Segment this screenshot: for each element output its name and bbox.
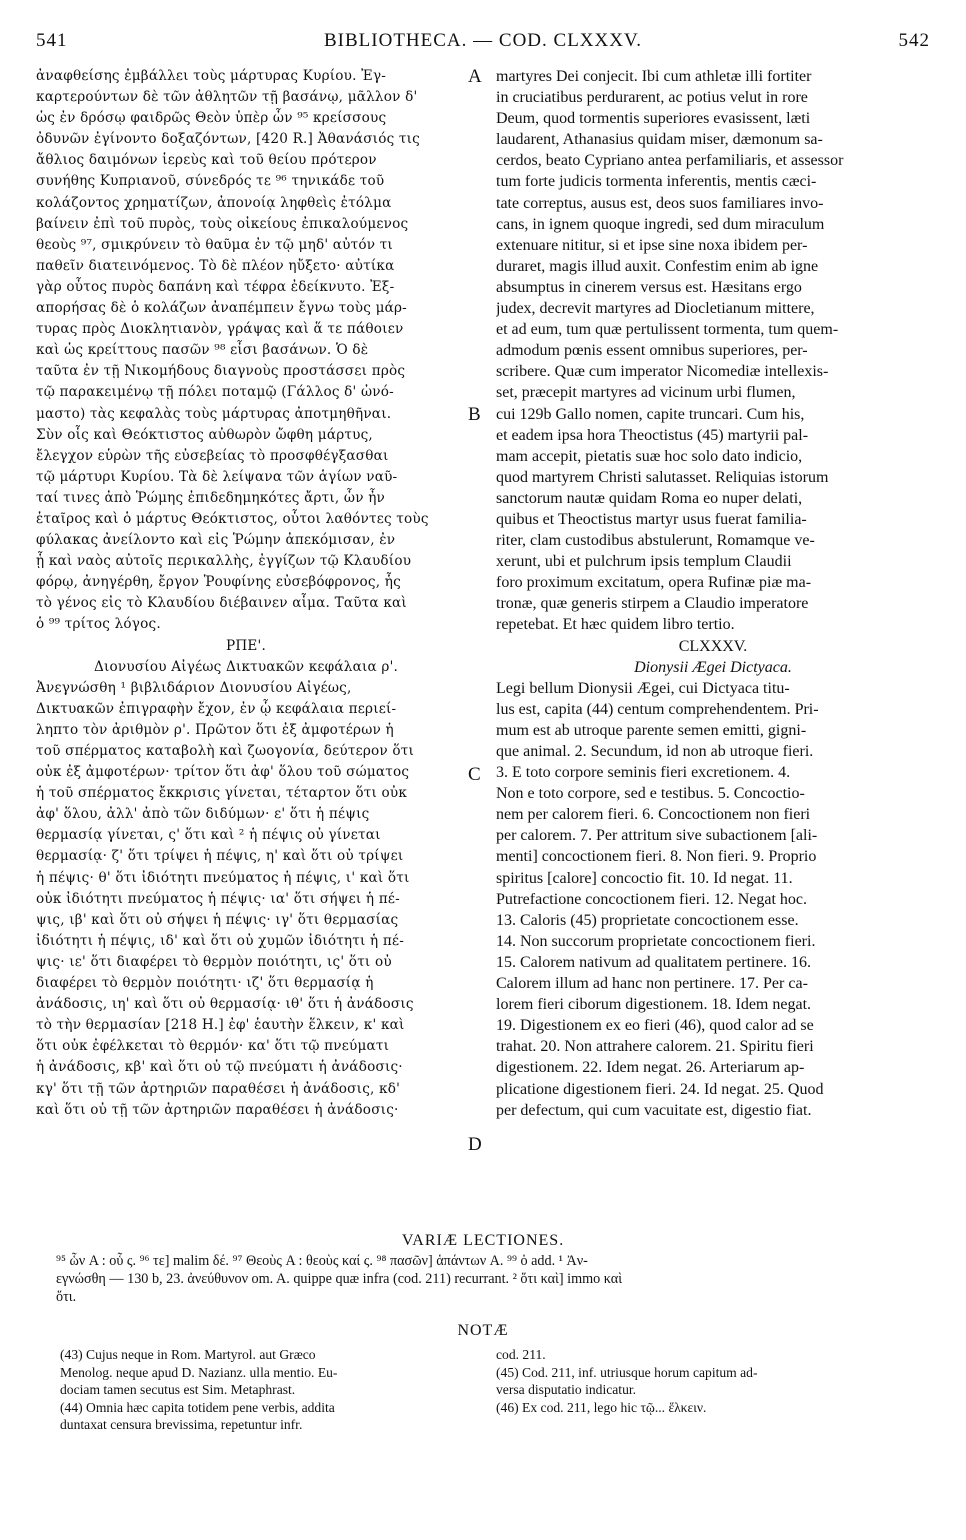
- greek-text-line: καὶ ὡς κρείττους πασῶν ⁹⁸ εἶσι βασάνων. Ὁ δὲ: [36, 342, 369, 359]
- variant-reading-line: ὅτι.: [56, 1289, 77, 1305]
- greek-text-line: ψις· ιε' ὅτι διαφέρει τὸ θερμὸν ποιότητι, ις' ὅτι οὐ: [36, 953, 392, 970]
- greek-text-line: ἰδιότητι ἡ πέψις, ιδ' καὶ ὅτι οὐ χυμῶν ἰδιότητι ἡ πέ-: [36, 932, 405, 949]
- latin-text-line: repetebat. Et hæc quidem libro tertio.: [496, 616, 735, 634]
- latin-text-line: Putrefactione concoctionem fieri. 12. Negat hoc.: [496, 890, 807, 908]
- greek-text-line: βαίνειν ἐπὶ τοῦ πυρὸς, τοὺς οἰκείους ἐπικαλούμενος: [36, 215, 409, 232]
- latin-text-line: extenuare nititur, si et ipse sine noxa ibidem per-: [496, 236, 808, 254]
- greek-text-line: ὀδυνῶν ἐγίνοντο δοξαζόντων, [420 R.] Ἀθανάσιός τις: [36, 131, 420, 148]
- latin-text-line: 15. Calorem nativum ad qualitatem pertinere. 16.: [496, 953, 812, 971]
- greek-text-line: οὐκ ἐξ ἀμφοτέρων· τρίτον ὅτι ἀφ' ὅλου τοῦ σώματος: [36, 764, 410, 781]
- latin-text-line: cui 129b Gallo nomen, capite truncari. Cum his,: [496, 405, 805, 423]
- latin-text-line: duraret, magis illud auxit. Confestim enim ab igne: [496, 257, 819, 275]
- latin-text-line: menti] concoctionem fieri. 8. Non fieri. 9. Proprio: [496, 848, 817, 866]
- latin-column: [496, 66, 930, 1121]
- note-line: versa disputatio indicatur.: [496, 1382, 637, 1398]
- latin-text-line: mam accepit, pietatis suæ hoc solo dato indicio,: [496, 447, 803, 465]
- variant-reading-line: ⁹⁵ ὧν A : οὗ ς. ⁹⁶ τε] malim δέ. ⁹⁷ Θεοὺς A : θεοὺς καί ς. ⁹⁸ πασῶν] ἁπάντων A. ⁹⁹ ὁ add. ¹ Ἀν-: [56, 1253, 588, 1269]
- greek-text-line: γὰρ οὗτος πυρὸς δαπάνη καὶ τέφρα ἐδείκνυτο. Ἐξ-: [36, 278, 395, 295]
- page-number-left: 541: [36, 30, 68, 51]
- greek-text-line: Δικτυακῶν ἐπιγραφὴν ἔχον, ἐν ᾧ κεφάλαια περιεί-: [36, 700, 397, 717]
- latin-text-line: lus est, capita (44) centum comprehendentem. Pri-: [496, 700, 819, 718]
- note-line: duntaxat censura brevissima, repetuntur infr.: [60, 1417, 303, 1433]
- latin-text-line: xerunt, ubi et pulchrum ipsis templum Claudii: [496, 553, 792, 571]
- greek-column: [36, 66, 456, 1121]
- note-line: cod. 211.: [496, 1347, 546, 1362]
- note-line: dociam tamen secutus est Sim. Metaphrast.: [60, 1382, 296, 1398]
- latin-text-line: lorem fieri ciborum digestionem. 18. Idem negat.: [496, 996, 812, 1014]
- latin-text-line: riter, clam custodibus abstulerunt, Romamque ve-: [496, 532, 815, 550]
- greek-text-line: μαστο) τὰς κεφαλὰς τοὺς μάρτυρας ἀποτμηθῆναι.: [36, 405, 392, 422]
- greek-text-line: ἀνάδοσις, ιη' καὶ ὅτι οὐ θερμασίᾳ· ιθ' ὅτι ἡ ἀνάδοσις: [36, 996, 414, 1013]
- note-line: (44) Omnia hæc capita totidem pene verbis, addita: [60, 1399, 335, 1415]
- greek-text-line: ψις, ιβ' καὶ ὅτι οὐ σήψει ἡ πέψις· ιγ' ὅτι θερμασίας: [36, 911, 399, 928]
- latin-text-line: scribere. Quæ cum imperator Nicomediæ intellexis-: [496, 363, 829, 381]
- greek-text-line: παθεῖν διατεινόμενος. Τὸ δὲ πλέον ηὔξετο· αὐτίκα: [36, 257, 395, 274]
- note-line: (46) Ex cod. 211, lego hic τῷ... ἕλκειν.: [496, 1399, 707, 1415]
- latin-text-line: Dionysii Ægei Dictyaca.: [634, 658, 792, 676]
- latin-text-line: quod martyrem Christi salutasset. Reliquias istorum: [496, 468, 829, 486]
- greek-text-line: ὅτι οὐκ ἐφέλκεται τὸ θερμόν· κα' ὅτι τῷ πνεύματι: [36, 1038, 390, 1055]
- latin-text-line: martyres Dei conjecit. Ibi cum athletæ illi fortiter: [496, 68, 812, 85]
- greek-text-line: φόρῳ, ἀνηγέρθη, ἔργον Ῥουφίνης εὐσεβόφρονος, ἧς: [36, 574, 401, 591]
- latin-text-line: Non e toto corpore, sed e testibus. 5. Concoctio-: [496, 785, 805, 803]
- greek-text-line: Σὺν οἷς καὶ Θεόκτιστος αὐθωρὸν ὤφθη μάρτυς,: [36, 426, 373, 443]
- greek-text-line: τὸ γένος εἰς τὸ Κλαυδίου διέβαινεν αἷμα. Ταῦτα καὶ: [36, 595, 407, 612]
- greek-text-line: ἡ τοῦ σπέρματος ἔκκρισις γίνεται, τέταρτον ὅτι οὐκ: [36, 785, 408, 802]
- latin-text-line: plicatione digestionem fieri. 24. Id negat. 25. Quod: [496, 1080, 824, 1098]
- latin-text-line: tate correptus, ausus est, deos suos familiares invo-: [496, 194, 824, 212]
- greek-text-line: κγ' ὅτι τῇ τῶν ἀρτηριῶν παραθέσει ἡ ἀνάδοσις, κδ': [36, 1080, 401, 1097]
- latin-text-line: mum est ab utroque parente semen emitti, gigni-: [496, 721, 807, 739]
- latin-text-line: sanctorum nautæ quidam Roma eo nuper delati,: [496, 489, 803, 507]
- latin-text-line: et ad eum, tum quæ pertulissent tormenta, tum quem-: [496, 321, 839, 339]
- latin-text-line: spiritus [calore] concoctio fit. 10. Id negat. 11.: [496, 869, 793, 887]
- latin-text-line: et eadem ipsa hora Theoctistus (45) martyrii pal-: [496, 426, 809, 444]
- latin-text-line: tum forte judicis tormenta inferentis, mentis cæci-: [496, 173, 817, 191]
- greek-text-line: συνήθης Κυπριανοῦ, σύνεδρός τε ⁹⁶ τηνικάδε τοῦ: [36, 173, 385, 190]
- latin-text-line: CLXXXV.: [678, 637, 748, 655]
- latin-text-line: cans, in ignem quoque ingredi, sed dum miraculum: [496, 215, 825, 233]
- variae-lectiones-heading: VARIÆ LECTIONES.: [401, 1232, 565, 1249]
- margin-letter-b: B: [468, 404, 481, 425]
- margin-letter-d: D: [468, 1134, 482, 1155]
- running-header: [36, 30, 930, 56]
- greek-text-line: διαφέρει τὸ θερμὸν ποιότητι· ιζ' ὅτι θερμασίᾳ ἡ: [36, 975, 374, 992]
- margin-letters: [462, 66, 492, 1236]
- latin-text-line: 14. Non succorum proprietate concoctionem fieri.: [496, 932, 816, 950]
- greek-text-line: ΡΠΕ'.: [226, 637, 266, 654]
- notes-left-column: [60, 1346, 460, 1434]
- greek-text-line: ἀναφθείσης ἐμβάλλει τοὺς μάρτυρας Κυρίου. Ἐγ-: [36, 68, 387, 84]
- latin-text-line: nem per calorem fieri. 6. Concoctionem non fieri: [496, 806, 811, 824]
- latin-text-line: judex, decrevit martyres ad Diocletianum mittere,: [496, 300, 815, 318]
- greek-text-line: ἡ ἀνάδοσις, κβ' καὶ ὅτι οὐ τῷ πνεύματι ἡ ἀνάδοσις·: [36, 1059, 403, 1076]
- greek-text-line: τυρας πρὸς Διοκλητιανὸν, γράψας καὶ ἅ τε πάθοιεν: [36, 321, 404, 338]
- margin-letter-c: C: [468, 764, 481, 785]
- greek-text-line: ὡς ἐν δρόσῳ φαιδρῶς Θεὸν ὑπὲρ ὧν ⁹⁵ κρείσσους: [36, 110, 387, 127]
- greek-text-line: θεοὺς ⁹⁷, σμικρύνειν τὸ θαῦμα ἐν τῷ μηδ' αὐτόν τι: [36, 236, 393, 253]
- latin-text-line: Deum, quod tormentis superiores evasissent, læti: [496, 110, 811, 128]
- notes-right-column: [496, 1346, 930, 1416]
- latin-text-line: set, præcepit martyres ad vicinum urbi flumen,: [496, 384, 796, 402]
- latin-text-line: tronæ, quæ generis stirpem a Claudio imperatore: [496, 595, 809, 613]
- greek-text-line: ἔλεγχον εὑρὼν τῆς εὐσεβείας τὸ προσφθέγξασθαι: [36, 447, 389, 464]
- running-title: BIBLIOTHECA. — COD. CLXXXV.: [324, 30, 642, 51]
- greek-text-line: απορήσας δὲ ὁ κολάζων ἀναπέμπειν ἔγνω τοὺς μάρ-: [36, 300, 407, 317]
- note-line: (45) Cod. 211, inf. utriusque horum capitum ad-: [496, 1364, 758, 1380]
- greek-text-line: θερμασίᾳ· ζ' ὅτι τρίψει ἡ πέψις, η' καὶ ὅτι οὐ τρίψει: [36, 848, 404, 865]
- latin-text-line: 13. Caloris (45) proprietate concoctionem esse.: [496, 911, 799, 929]
- greek-text-line: ἡ πέψις· θ' ὅτι ἰδιότητι πνεύματος ἡ πέψις, ι' καὶ ὅτι: [36, 869, 410, 886]
- latin-text-line: Calorem illum ad hanc non pertinere. 17. Per ca-: [496, 975, 808, 993]
- note-line: Menolog. neque apud D. Nazianz. ulla mentio. Eu-: [60, 1364, 338, 1380]
- greek-text-line: ληπτο τὸν ἀριθμὸν ρ'. Πρῶτον ὅτι ἐξ ἀμφοτέρων ἡ: [36, 721, 394, 738]
- latin-text-line: cerdos, beato Cypriano antea perfamiliaris, et assessor: [496, 152, 844, 170]
- greek-text-line: ἀφ' ὅλου, ἀλλ' ἀπὸ τῶν διδύμων· ε' ὅτι ἡ πέψις: [36, 806, 370, 823]
- latin-text-line: foro proximum excitatum, opera Rufinæ piæ ma-: [496, 574, 812, 592]
- note-line: (43) Cujus neque in Rom. Martyrol. aut Græco: [60, 1347, 316, 1362]
- latin-text-line: absumptus in cinerem versus est. Hæsitans ergo: [496, 278, 802, 296]
- variae-lectiones: [56, 1252, 930, 1306]
- greek-text-line: τῷ παρακειμένῳ τῇ πόλει ποταμῷ (Γάλλος δ' ὠνό-: [36, 384, 394, 401]
- latin-text-line: laudarent, Athanasius quidam miser, dæmonum sa-: [496, 131, 823, 149]
- greek-text-line: θερμασίᾳ γίνεται, ς' ὅτι καὶ ² ἡ πέψις οὐ γίνεται: [36, 827, 381, 844]
- greek-text-line: Ἀνεγνώσθη ¹ βιβλιδάριον Διονυσίου Αἰγέως,: [36, 679, 352, 696]
- latin-text-line: quibus et Theoctistus martyr usus fuerat familia-: [496, 510, 807, 528]
- greek-text-line: Διονυσίου Αἰγέως Δικτυακῶν κεφάλαια ρ'.: [93, 658, 399, 675]
- greek-text-line: ὁ ⁹⁹ τρίτος λόγος.: [36, 616, 161, 633]
- greek-text-line: ταί τινες ἀπὸ Ῥώμης ἐπιδεδημηκότες ἄρτι, ὧν ἦν: [36, 489, 386, 506]
- latin-text-line: Legi bellum Dionysii Ægei, cui Dictyaca titu-: [496, 679, 790, 697]
- latin-text-line: per calorem. 7. Per attritum sive subactionem [ali-: [496, 827, 818, 845]
- margin-letter-a: A: [468, 66, 482, 87]
- latin-text-line: que animal. 2. Secundum, id non ab utroque fieri.: [496, 743, 814, 760]
- greek-text-line: καρτερούντων δὲ τῶν ἀθλητῶν τῇ βασάνῳ, μᾶλλον δ': [36, 89, 418, 106]
- greek-text-line: τὸ τὴν θερμασίαν [218 H.] ἐφ' ἑαυτὴν ἕλκειν, κ' καὶ: [36, 1017, 405, 1034]
- latin-text-line: digestionem. 22. Idem negat. 26. Arteriarum ap-: [496, 1059, 805, 1077]
- greek-text-line: τοῦ σπέρματος καταβολὴ καὶ ζωογονία, δεύτερον ὅτι: [36, 743, 415, 759]
- latin-text-line: per defectum, qui cum vacuitate est, digestio fiat.: [496, 1101, 812, 1119]
- greek-text-line: ταῦτα ἐν τῇ Νικομήδους διαγνοὺς προστάσσει πρὸς: [36, 363, 406, 380]
- notae-heading: NOTÆ: [457, 1322, 509, 1339]
- greek-text-line: καὶ ὅτι οὐ τῇ τῶν ἀρτηριῶν παραθέσει ἡ ἀνάδοσις·: [36, 1101, 399, 1118]
- greek-text-line: ἄθλιος δαιμόνων ἱερεὺς καὶ τοῦ θείου πρότερον: [36, 152, 377, 169]
- latin-text-line: 19. Digestionem ex eo fieri (46), quod calor ad se: [496, 1017, 814, 1035]
- greek-text-line: ἑταῖρος καὶ ὁ μάρτυς Θεόκτιστος, οὗτοι λαθόντες τοὺς: [36, 510, 429, 527]
- variant-reading-line: εγνώσθη — 130 b, 23. ἀνεύθυνον om. A. quippe quæ infra (cod. 211) recurrant. ² ὅτι καὶ] immo καὶ: [56, 1271, 623, 1287]
- greek-text-line: τῷ μάρτυρι Κυρίου. Τὰ δὲ λείψανα τῶν ἁγίων ναῦ-: [36, 468, 398, 485]
- latin-text-line: trahat. 20. Non attrahere calorem. 21. Spiritu fieri: [496, 1038, 814, 1056]
- latin-text-line: admodum pœnis essent omnibus superiores, per-: [496, 342, 808, 360]
- greek-text-line: οὐκ ἰδιότητι πνεύματος ἡ πέψις· ια' ὅτι σήψει ἡ πέ-: [36, 890, 400, 907]
- greek-text-line: ᾗ καὶ ναὸς αὐτοῖς περικαλλὴς, ἐγγίζων τῷ Κλαυδίου: [36, 553, 412, 570]
- page-number-right: 542: [898, 30, 930, 51]
- latin-text-line: in cruciatibus perdurarent, ac potius velut in rore: [496, 89, 808, 107]
- greek-text-line: φύλακας ἀνείλοντο καὶ εἰς Ῥώμην ἀπεκόμισαν, ἐν: [36, 532, 396, 549]
- latin-text-line: 3. E toto corpore seminis fieri excretionem. 4.: [496, 764, 791, 782]
- greek-text-line: κολάζοντος χρηματίζων, ἀπονοίᾳ ληφθεὶς ἐτόλμα: [36, 194, 392, 211]
